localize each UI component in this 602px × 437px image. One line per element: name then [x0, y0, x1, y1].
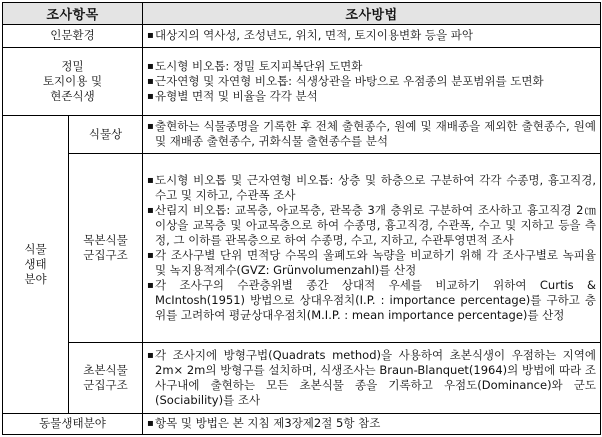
bullet-item: ▪ 각 조사구별 단위 면적당 수목의 울폐도와 녹량을 비교하기 위해 각 조사구별로 녹피율 및 녹지용적계수(GVZ: Grünvolumenzahl)를 산정 [147, 248, 596, 278]
header-survey-method: 조사방법 [143, 3, 601, 25]
row-fauna [3, 413, 601, 434]
bullet-item: ▪ 도시형 비오톱 및 근자연형 비오톱: 상층 및 하층으로 구분하여 각각 수종명, 흉고직경, 수고 및 지하고, 수관폭 조사 [147, 173, 596, 203]
row-flora [3, 115, 601, 154]
desc-woody [143, 154, 601, 343]
header-survey-item: 조사항목 [3, 3, 143, 25]
desc-herb [143, 342, 601, 413]
bullet-item: ▪ 항목 및 방법은 본 지침 제3장제2절 5항 참조 [147, 416, 596, 431]
bullet-item: ▪ 산림지 비오톱: 교목층, 아교목층, 관목층 3개 층위로 구분하여 조사하고 흉고직경 2㎝ 이상을 교목층 및 아교목층으로 하여 수종명, 흉고직경, 수관폭, 수고 및 지하고 등을 측정, 그 이하를 관목층으로 하여 수종명, 수고, 지하고, 수관투영면적 조사 [147, 203, 596, 248]
bullet-item: ▪ 출현하는 식물종명을 기록한 후 전체 출현종수, 원예 및 재배종을 제외한 출현종수, 원예 및 재배종 출현종수, 귀화식물 출현종수를 분석 [147, 119, 596, 149]
bullet-item: ▪ 각 조사구의 수관층위별 종간 상대적 우세를 비교하기 위하여 Curtis & McIntosh(1951) 방법으로 상대우점치(I.P. : importance percentage)를 구하고 층위를 고려하여 평균상대우점치(M.I.P. : mean importance percentage)를 산정 [147, 278, 596, 323]
survey-methods-table [2, 2, 601, 435]
label-fauna: 동물생태분야 [3, 413, 143, 434]
desc-flora [143, 115, 601, 154]
header-row [3, 3, 601, 25]
label-flora: 식물상 [69, 115, 143, 154]
desc-landuse [143, 47, 601, 115]
label-landuse: 정밀 토지이용 및 현존식생 [3, 47, 143, 115]
label-woody: 목본식물 군집구조 [69, 154, 143, 343]
row-herb [3, 342, 601, 413]
row-woody [3, 154, 601, 343]
bullet-item: ▪ 유형별 면적 및 비율을 각각 분석 [147, 89, 596, 104]
desc-humanities [143, 25, 601, 47]
row-humanities [3, 25, 601, 47]
label-plant-ecology: 식물 생태 분야 [3, 115, 69, 413]
bullet-item: ▪ 근자연형 및 자연형 비오톱: 식생상관을 바탕으로 우점종의 분포범위를 도면화 [147, 74, 596, 89]
label-herb: 초본식물 군집구조 [69, 342, 143, 413]
label-humanities: 인문환경 [3, 25, 143, 47]
bullet-item: ▪ 각 조사지에 방형구법(Quadrats method)을 사용하여 초본식생이 우점하는 지역에 2m× 2m의 방형구를 설치하며, 식생조사는 Braun-Blanquet(1964)의 방법에 따라 조사구내에 출현하는 모든 초본식물 종을 기록하고 우점도(Dominance)와 군도(Sociability)를 조사 [147, 348, 596, 408]
row-landuse [3, 47, 601, 115]
bullet-item: ▪ 대상지의 역사성, 조성년도, 위치, 면적, 토지이용변화 등을 파악 [147, 28, 596, 43]
desc-fauna [143, 413, 601, 434]
bullet-item: ▪ 도시형 비오톱: 정밀 토지피복단위 도면화 [147, 59, 596, 74]
